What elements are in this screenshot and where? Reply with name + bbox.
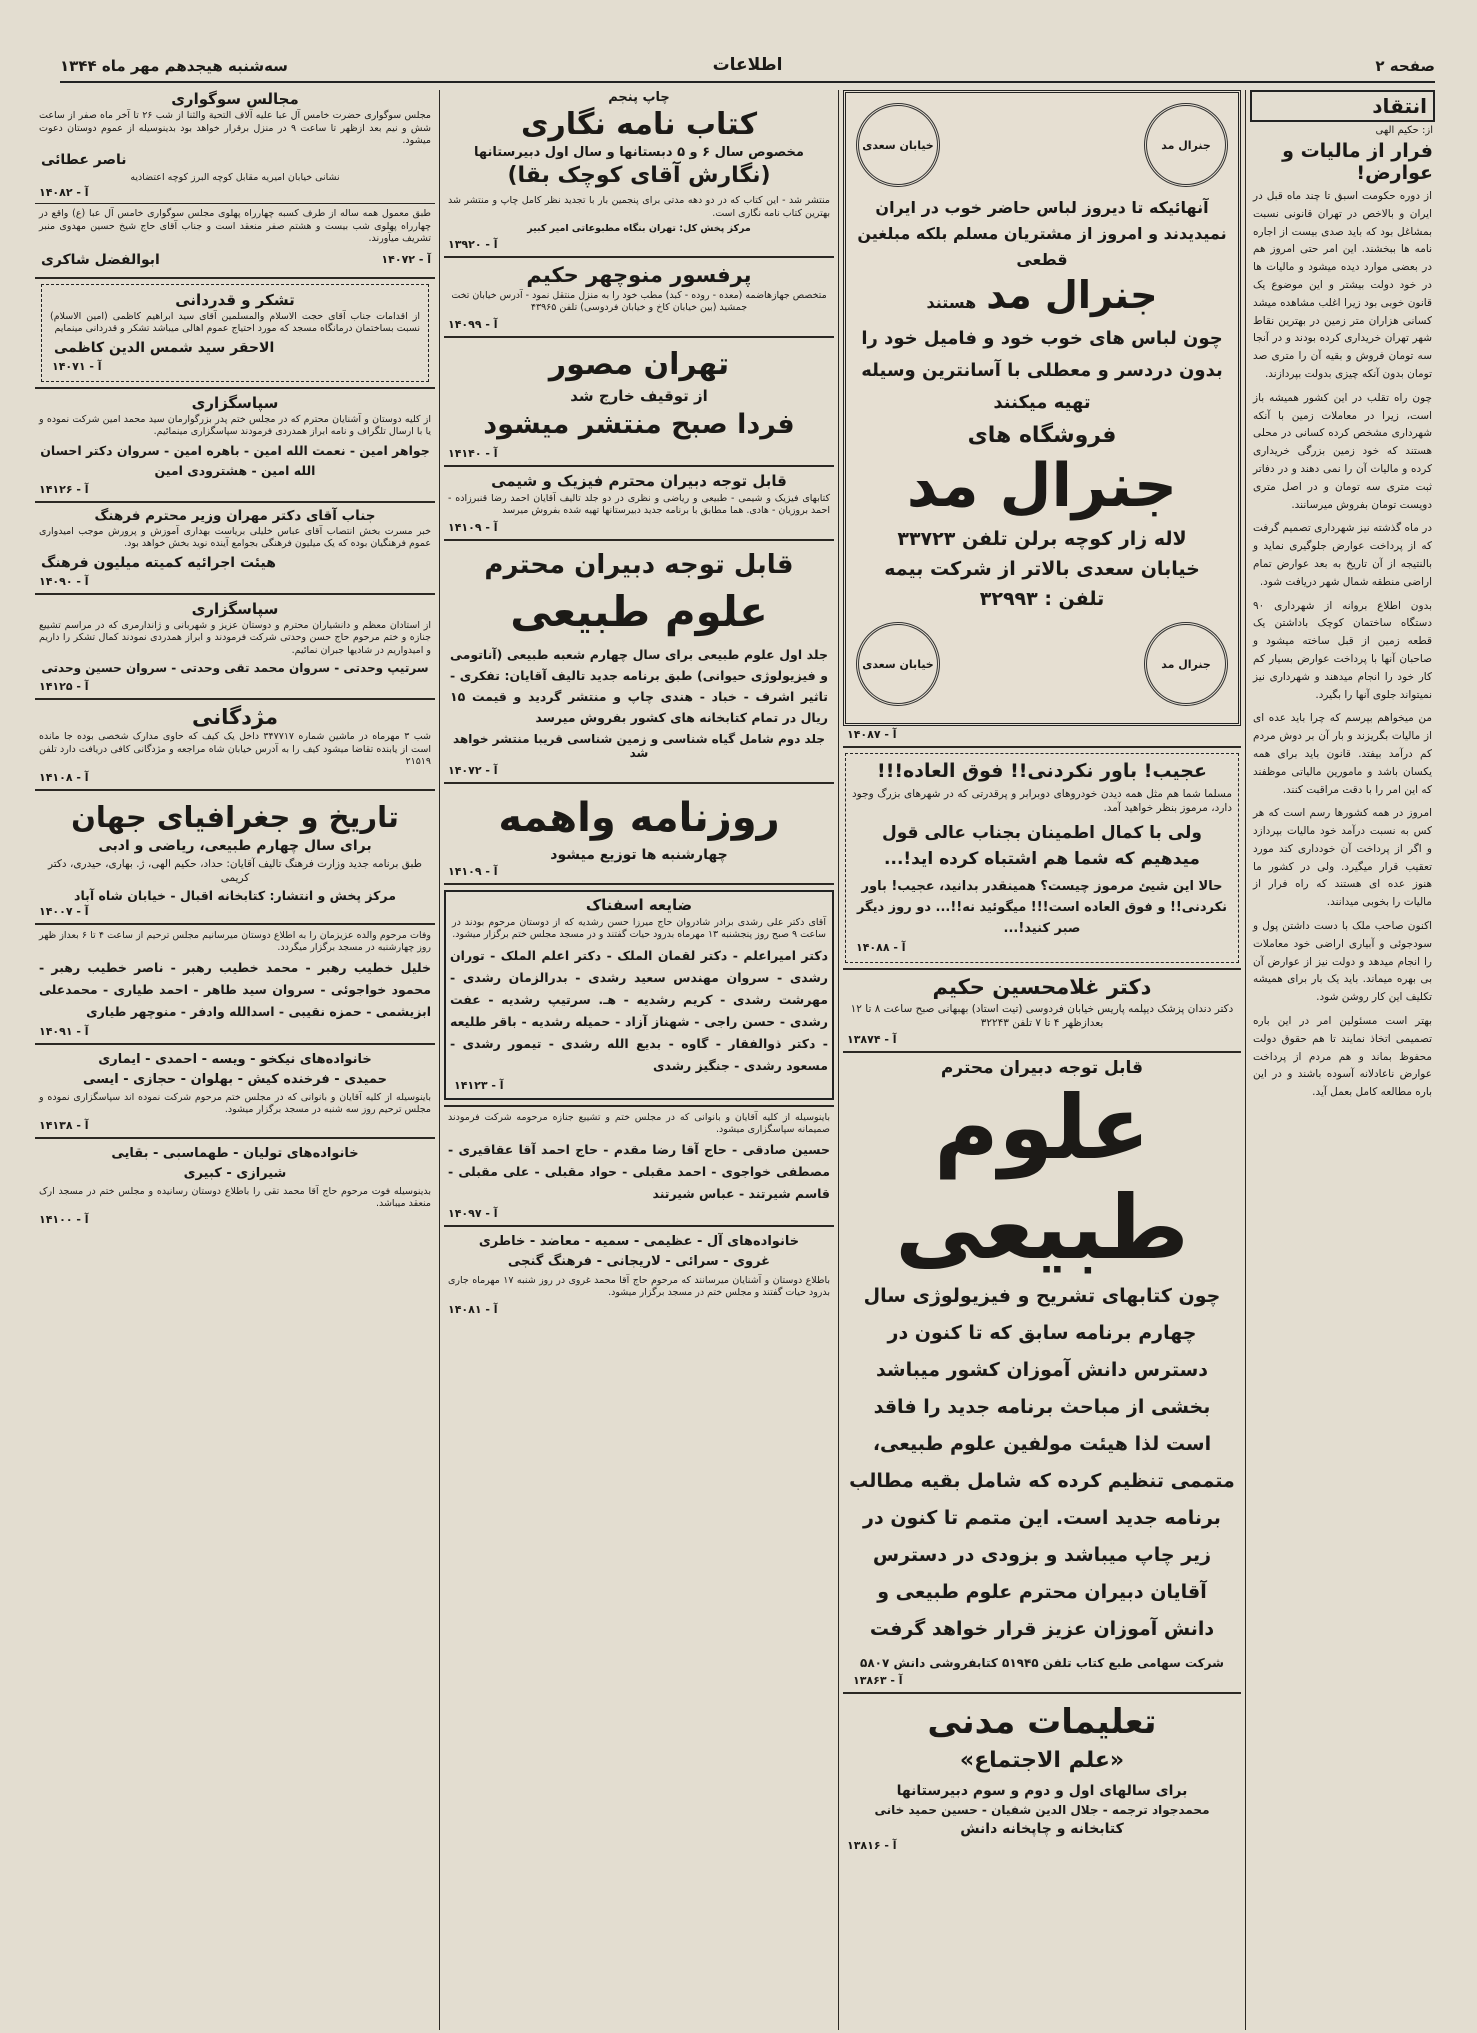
ad-body: چون کتابهای تشریح و فیزیولوژی سال چهارم برنامه سابق که تا کنون در دسترس دانش آموزان کشور میباشد بخشی از مباحث برنامه جدید را فاقد است لذا هیئت مولفین علوم طبیعی، متممی تنظیم کرده که شامل بقیه مطالب برنامه جدید است. این متمم تا کنون در زیر چاپ میباشد و بزودی در دسترس آقایان دبیران محترم علوم طبیعی و دانش آموزان عزیز قرار خواهد گرفت bbox=[849, 1285, 1235, 1640]
ad-ref: آ - ۱۳۸۷۴ bbox=[847, 1033, 897, 1046]
ad-distributor: مرکز پخش و انتشار: کتابخانه اقبال - خیابان شاه آباد bbox=[74, 887, 396, 903]
doctor-details: دکتر دندان پزشک دیپلمه پاریس خیابان فردوسی (تیت استاد) بهبهانی صبح ساعت ۸ تا ۱۲ بعدازظهر ۴ تا ۷ تلفن ۳۲۲۴۳ bbox=[850, 1003, 1234, 1029]
ad-body: برای سالهای اول و دوم و سوم دبیرستانها bbox=[896, 1783, 1188, 1799]
vahemeh-newspaper-ad bbox=[444, 789, 834, 878]
paragraph: امروز در همه کشورها رسم است که هر کس به نسبت درآمد خود مالیات بپردازد و اگر از پرداخت آن خودداری کند مورد تعقیب قرار میگیرد. ولی در کشور ما هنوز عده ای هستند که راه فرار از مالیات را بخوبی میدانند. bbox=[1253, 807, 1432, 909]
ad-body: طبق برنامه جدید وزارت فرهنگ تالیف آقایان: حداد، حکیم الهی، ژ. بهاری، حیدری، دکتر کریمی bbox=[47, 857, 423, 884]
general-mode-ad bbox=[843, 90, 1241, 726]
ad-top: قابل توجه دبیران محترم bbox=[484, 549, 794, 580]
ad-highlight: ولی با کمال اطمینان بجناب عالی قول میدهیم که شما هم اشتباه کرده اید!... bbox=[881, 823, 1202, 869]
notice-names: حسین صادقی - حاج آقا رضا مقدم - حاج احمد آقا عقاقیری - مصطفی خواجوی - احمد مقبلی - حواد مقبلی - علی مقبلی - قاسم شیرتند - عباس شیرتند bbox=[448, 1141, 830, 1201]
family-notice bbox=[444, 1232, 834, 1316]
paragraph: من میخواهم بپرسم که چرا باید عده ای از مالیات بگریزند و بار آن بر دوش مردم کم درآمد بیفتد. قانون باید برای همه یکسان باشد و مامورین مالیاتی موظفند که این امر را با دقت مراقبت کنند. bbox=[1253, 712, 1432, 796]
obituary-notice bbox=[444, 890, 834, 1100]
ad-ref: آ - ۱۴۱۰۹ bbox=[448, 520, 498, 534]
ad-contact: شرکت سهامی طبع کتاب تلفن ۵۱۹۴۵ کتابفروشی دانش ۵۸۰۷ bbox=[860, 1656, 1224, 1670]
ad-subtitle: مخصوص سال ۶ و ۵ دبستانها و سال اول دبیرستانها bbox=[474, 145, 804, 160]
column-notices bbox=[35, 90, 435, 1228]
shakeri-notice bbox=[35, 208, 435, 272]
phone: تلفن : ۳۲۹۹۳ bbox=[979, 588, 1105, 610]
seal-icon: جنرال مد bbox=[1144, 103, 1228, 187]
notice-ref: آ - ۱۴۰۹۱ bbox=[39, 1024, 89, 1038]
notice-sign: ناصر عطائی bbox=[41, 151, 127, 168]
thanks-box bbox=[41, 284, 429, 382]
notice-sign: ابوالفضل شاکری bbox=[41, 251, 160, 268]
article-title: فرار از مالیات و عوارض! bbox=[1282, 140, 1433, 184]
ad-question: حالا این شیئ مرموز چیست؟ همینقدر بدانید، عجیب! باور نکردنی!! و فوق العاده است!!! میگوئید نه!!... دو روز دیگر صبر کنید!... bbox=[856, 879, 1228, 936]
author: از: حکیم الهی bbox=[1375, 125, 1433, 136]
column-ads-2 bbox=[843, 90, 1241, 1854]
ad-ref: آ - ۱۴۰۸۸ bbox=[856, 941, 906, 954]
ad-title: تاریخ و جغرافیای جهان bbox=[71, 799, 399, 834]
column-critique bbox=[1250, 90, 1435, 1108]
stores-label: فروشگاه های bbox=[967, 423, 1117, 448]
notice-ref: آ - ۱۴۱۲۵ bbox=[39, 680, 89, 693]
ad-distributor: مرکز پخش کل: تهران بنگاه مطبوعاتی امیر کبیر bbox=[527, 223, 751, 234]
surprise-ad bbox=[845, 753, 1239, 963]
physics-chemistry-ad bbox=[444, 472, 834, 534]
ad-ref: آ - ۱۳۸۶۳ bbox=[853, 1674, 903, 1687]
ad-body: کتابهای فیزیک و شیمی - طبیعی و ریاضی و نظری در دو جلد تالیف آقایان احمد رضا قنبرزاده - احمد بروزیان - هادی. هما مطابق با برنامه جدید دبیرستانها تهیه شده بفروش میرسد bbox=[448, 492, 830, 516]
ad-title: پرفسور منوچهر حکیم bbox=[526, 262, 752, 287]
ad-ref: آ - ۱۴۰۹۹ bbox=[448, 317, 498, 331]
address-1: لاله زار کوچه برلن تلفن ۳۳۷۲۳ bbox=[897, 528, 1187, 550]
ad-subtitle: «علم الاجتماع» bbox=[959, 1748, 1125, 1773]
notice-subtitle: شیرازی - کبیری bbox=[183, 1165, 287, 1181]
notice-title: خانواده‌های آل - عظیمی - سمیه - معاضد - خاطری bbox=[478, 1233, 800, 1249]
notice-ref: آ - ۱۴۰۸۲ bbox=[39, 186, 89, 199]
notice-ref: آ - ۱۴۰۷۱ bbox=[52, 359, 102, 373]
notice-body: آقای دکتر علی رشدی برادر شادروان حاج میرزا حسن رشدیه که از دوستان مرحوم بودند در ساعت ۹ صبح روز پنجشنبه ۱۳ مهرماه بدرود حیات گفتند و در مسجد مجلس ختم برگزار میشود. bbox=[452, 916, 826, 940]
notice-body: وفات مرحوم والده عزیزمان را به اطلاع دوستان میرسانیم مجلس ترحیم از ساعت ۴ تا ۶ بعداز ظهر روز چهارشنبه در مسجد برگزار میگردد. bbox=[39, 929, 431, 953]
ad-authors: محمدجواد ترجمه - جلال الدین شفیان - حسین حمید خانی bbox=[874, 1803, 1210, 1817]
notice-body: خبر مسرت بخش انتصاب آقای عباس خلیلی بریاست بهداری آموزش و پرورش موجب امیدواری عموم فرهنگیان بوده که یک میلیون فرهنگی بجوامع آینده نوید بخش خواهد بود. bbox=[39, 525, 431, 549]
seal-icon: خیابان سعدی bbox=[856, 103, 940, 187]
edition: چاپ پنجم bbox=[608, 90, 670, 105]
newspaper-name: اطلاعات bbox=[712, 55, 783, 75]
ad-body: منتشر شد - این کتاب که در دو دهه مدتی برای پنجمین بار با تجدید نظر کامل چاپ و منتشر شد بهترین کتاب نامه نگاری است. bbox=[448, 195, 830, 219]
ad-title: عجیب! باور نکردنی!! فوق العاده!!! bbox=[877, 760, 1207, 782]
professor-ad bbox=[444, 263, 834, 331]
notice-title: سپاسگزاری bbox=[191, 599, 279, 618]
natural-science-book-ad bbox=[444, 546, 834, 777]
families-notice-2 bbox=[35, 1144, 435, 1226]
notice-body: از کلیه دوستان و آشنایان محترم که در مجلس ختم پدر بزرگوارمان سید محمد امین شرکت نموده و یا با ارسال تلگراف و نامه ابراز همدردی فرمودند سپاسگزاری مینمائیم. bbox=[39, 413, 431, 437]
notice-body: باینوسیله از کلیه آقایان و بانوانی که در مجلس ختم مرحوم شرکت نموده اند سپاسگزاری نموده و مجلس ترحیم روز سه شنبه در مسجد برگزار میشود. bbox=[39, 1091, 431, 1115]
tehran-mosavar-ad bbox=[444, 343, 834, 460]
ad-title: علوم طبیعی bbox=[895, 1076, 1189, 1279]
notice-names: جواهر امین - نعمت الله امین - باهره امین - سروان دکتر احسان الله امین - هشترودی امین bbox=[40, 442, 430, 478]
ad-title: علوم طبیعی bbox=[510, 586, 768, 636]
notice-body: از اقدامات جناب آقای حجت الاسلام والمسلمین آقای سید ابراهیم کاظمی (امین الاسلام) نسبت بساختمان درمانگاه مسجد که مورد احتیاج عموم اهالی میباشد تشکر و قدردانی مینمایم bbox=[50, 310, 420, 334]
notice-body: باینوسیله از کلیه آقایان و بانوانی که در مجلس ختم و تشییع جنازه مرحومه شرکت فرمودند صمیمانه سپاسگزاری میشود. bbox=[448, 1111, 830, 1135]
notice-body: شب ۳ مهرماه در ماشین شماره ۳۴۷۷۱۷ داخل یک کیف که حاوی مدارک شخصی بوده جا مانده است از یابنده تقاضا میشود کیف را به آدرس خیابان شاه مراجعه و مژدگانی کافی دریافت دارد تلفن ۲۱۵۱۹ bbox=[39, 731, 431, 767]
families-notice bbox=[35, 1050, 435, 1132]
article-body bbox=[1250, 188, 1435, 1102]
ad-title: روزنامه واهمه bbox=[498, 794, 780, 841]
ad-ref: آ - ۱۴۱۴۰ bbox=[448, 446, 498, 460]
notice-ref: آ - ۱۴۰۷۲ bbox=[381, 253, 431, 266]
ad-author: (نگارش آقای کوچک بقا) bbox=[507, 163, 771, 188]
brand-suffix: هستند bbox=[926, 293, 977, 312]
notice-title: سپاسگزاری bbox=[191, 393, 279, 412]
notice-title: مژدگانی bbox=[191, 705, 279, 729]
notice-body: از استادان معظم و دانشیاران محترم و دوستان عزیز و شهربانی و ژاندارمری که در مراسم تشییع جنازه و ختم مرحوم حاج حسن وحدتی شرکت فرمودند و ابراز همدردی نمودند کمال تشکر را داریم و امیدواریم در شادیها جبران نمائیم. bbox=[39, 619, 431, 656]
notice-subtitle: حمیدی - فرخنده کیش - بهلوان - حجازی - ایسی bbox=[82, 1071, 388, 1087]
brand-name-large: جنرال مد bbox=[906, 451, 1178, 521]
notice-address: نشانی خیابان امیریه مقابل کوچه البرز کوچه اعتضادیه bbox=[130, 171, 340, 183]
seal-icon: خیابان سعدی bbox=[856, 622, 940, 706]
ad-ref: آ - ۱۴۰۰۷ bbox=[39, 904, 89, 918]
issue-date: سه‌شنبه هیجدهم مهر ماه ۱۳۴۴ bbox=[60, 57, 288, 75]
ad-ref: آ - ۱۳۹۲۰ bbox=[448, 237, 498, 251]
ad-ref: آ - ۱۴۰۷۲ bbox=[448, 763, 498, 777]
ad-subtitle: از توقیف خارج شد bbox=[570, 386, 708, 405]
notice-subtitle: غروی - سرائی - لاریجانی - فرهنگ گنجی bbox=[507, 1253, 771, 1269]
reward-notice bbox=[35, 705, 435, 784]
page-number: صفحه ۲ bbox=[1375, 57, 1435, 75]
ad-ref: آ - ۱۴۰۸۷ bbox=[847, 728, 897, 741]
notice-title: ضایعه اسفناک bbox=[585, 895, 693, 914]
notice-sign: هیئت اجرائیه کمیته میلیون فرهنگ bbox=[41, 554, 276, 571]
ad-subtitle: چهارشنبه ها توزیع میشود bbox=[550, 846, 728, 863]
notice-ref: آ - ۱۴۰۸۱ bbox=[448, 1302, 498, 1316]
ad-body: جلد اول علوم طبیعی برای سال چهارم شعبه طبیعی (آناتومی و فیزیولوژی حیوانی) طبق برنامه جدید تالیف آقایان: تفکری - تاثیر اشرف - خباد - هندی چاپ و منتشر گردید و قیمت ۱۵ ریال در تمام کتابخانه های کشور بفروش میرسد bbox=[450, 646, 828, 725]
ad-top: قابل توجه دبیران محترم bbox=[940, 1058, 1144, 1078]
notice-title: جناب آقای دکتر مهران وزیر محترم فرهنگ bbox=[94, 507, 376, 524]
letter-writing-book-ad bbox=[444, 90, 834, 251]
notice-title: خانواده‌های تولیان - طهماسبی - بقایی bbox=[111, 1145, 359, 1161]
notice-names: خلیل خطیب رهبر - محمد خطیب رهبر - ناصر خطیب رهبر - محمود خواجوئی - سروان سید طاهر - احمد طیاری - محمدعلی ابزیشمی - حمزه نقیبی - اسدالله وادفر - منوچهر طیاری bbox=[39, 959, 431, 1019]
notice-body: طبق معمول همه ساله از طرف کسبه چهارراه پهلوی مجلس سوگواری خامس آل عبا (ع) واقع در چهارراه پهلوی شب بیست و هشتم صفر منعقد است و جناب آقای حاج شیخ حسین مهدوی منبر تشریف میآورند. bbox=[39, 208, 431, 244]
ad-line: فردا صبح منتشر میشود bbox=[483, 408, 795, 440]
notice-body: باطلاع دوستان و آشنایان میرسانند که مرحوم حاج آقا محمد غروی در روز شنبه ۱۷ مهرماه جاری بدرود حیات گفتند و مجلس ختم در مسجد برگزار میشود. bbox=[448, 1274, 831, 1298]
culture-minister-notice bbox=[35, 508, 435, 588]
doctor-ad bbox=[843, 975, 1241, 1046]
notice-names: دکتر امیراعلم - دکتر لقمان الملک - دکتر اعلم الملک - توران رشدی - سروان مهندس سعید رشدی - بدرالزمان رشدی - مهرشت رشدی - کریم رشدیه - هـ. سرتیپ رشدیه - عفت رشدی - حسن راجی - شهناز آزاد - حمیله رشدیه - باقر طلیعه - دکتر ذوالفقار - گاوه - بدیع الله رشدی - تیمور رشدی - مسعود رشدی - جنگیز رشدی bbox=[450, 947, 828, 1073]
ad-ref: آ - ۱۴۱۰۹ bbox=[448, 864, 498, 878]
notice-ref: آ - ۱۴۱۲۳ bbox=[454, 1078, 504, 1092]
ad-title: تهران مصور bbox=[548, 346, 730, 382]
gratitude-notice bbox=[35, 394, 435, 496]
gratitude-notice-2 bbox=[35, 600, 435, 694]
ad-distributor: جلد دوم شامل گیاه شناسی و زمین شناسی قریبا منتشر خواهد شد bbox=[452, 731, 826, 760]
ad-ref: آ - ۱۳۸۱۶ bbox=[847, 1839, 897, 1852]
paragraph: چون راه تقلب در این کشور همیشه باز است، زیرا در معاملات زمین با آنکه شهرداری مشخص کرده کسانی در محلی هستند که خود زمین بزرگی خریداری کرده و مالیات آن را نمی دهند و در دفاتر ثبت متری سه تومان و در اصل متری دویست تومان بفروش میرسانند. bbox=[1253, 391, 1432, 511]
paragraph: بهتر است مسئولین امر در این باره تصمیمی اتخاذ نمایند تا هم حقوق دولت محفوظ بماند و هم مردم از پرداخت عوارض ناعادلانه آسوده باشند و در این باره مطالعه کامل بعمل آید. bbox=[1253, 1015, 1432, 1099]
history-geography-book-ad bbox=[35, 796, 435, 918]
notice-title: تشکر و قدردانی bbox=[175, 290, 295, 309]
ad-title: قابل توجه دبیران محترم فیزیک و شیمی bbox=[491, 471, 787, 490]
notice-ref: آ - ۱۴۱۰۸ bbox=[39, 770, 89, 784]
notice-ref: آ - ۱۴۱۰۰ bbox=[39, 1212, 89, 1226]
civics-book-ad bbox=[843, 1699, 1241, 1852]
ad-body: چون لباس های خوب خود و فامیل خود را بدون دردسر و معطلی با آسانترین وسیله تهیه میکنند bbox=[861, 328, 1223, 413]
ad-body: مسلما شما هم مثل همه دیدن خودروهای دوبرابر و پرقدرتی که در شهرهای بزرگ وجود دارد، مرموز بنظر خواهید آمد. bbox=[852, 788, 1232, 814]
paragraph: بدون اطلاع بروانه از شهرداری ۹۰ دستگاه ساختمان کوچک باداشتن یک قطعه زمین از قبل ساخته میشود و صاحبان آنها با پرداخت عوارض بسیار کم کار خود را انجام میدهند و شهرداری نیز نمیتواند جلوی آنها را بگیرد. bbox=[1253, 599, 1432, 701]
section-label: انتقاد bbox=[1372, 94, 1427, 118]
notice-sign: الاحقر سید شمس الدین کاظمی bbox=[54, 339, 275, 356]
address-2: خیابان سعدی بالاتر از شرکت بیمه bbox=[884, 558, 1200, 580]
notice-title: مجالس سوگواری bbox=[171, 90, 299, 108]
paragraph: از دوره حکومت اسبق تا چند ماه قبل در ایران و بالاخص در تهران قانونی نسبت بمشاغل بود که باید صدی بیست از اجاره نامه ها ببخشند. این امر حتی امروز هم در بعضی موارد دیده میشود و مالیات ها در خود دولت بیشتر و این موضوع یک قانون خوبی بود زیرا اغلب مشاهده میشد کسانی هزاران متر زمین در بهترین نقاط شهر تهران خریداری کرده بودند و در آنجا سه تومان فروش و بقیه آن را متری صد تومان بدون آنکه چیزی بدولت بپردازند. bbox=[1253, 190, 1432, 380]
natural-science-ad bbox=[843, 1058, 1241, 1687]
doctor-name: دکتر غلامحسین حکیم bbox=[932, 975, 1152, 999]
ad-intro: آنهائیکه تا دیروز لباس حاضر خوب در ایران نمیدیدند و امروز از مشتریان مسلم بلکه مبلغین قطعی bbox=[857, 198, 1227, 269]
notice-title: خانواده‌های نیکخو - ویسه - احمدی - ایماری bbox=[98, 1051, 372, 1067]
seal-icon: جنرال مد bbox=[1144, 622, 1228, 706]
notice-ref: آ - ۱۴۱۳۸ bbox=[39, 1118, 89, 1132]
ad-title: تعلیمات مدنی bbox=[927, 1702, 1157, 1742]
mourning-notice bbox=[35, 90, 435, 199]
notice-ref: آ - ۱۴۰۹۰ bbox=[39, 574, 89, 588]
paragraph: اکنون صاحب ملک با دست داشتن پول و سودجوئی و آبیاری اراضی خود معاملات را انجام میدهد و دولت نیز از عوارض آن بی بهره میماند. باید یک بار برای همیشه تکلیف این کار روشن شود. bbox=[1253, 920, 1432, 1004]
notice-ref: آ - ۱۴۰۹۷ bbox=[448, 1206, 498, 1220]
page-header bbox=[60, 55, 1435, 83]
ad-subtitle: برای سال چهارم طبیعی، ریاضی و ادبی bbox=[98, 837, 372, 854]
notice-body: بدینوسیله فوت مرحوم حاج آقا محمد تقی را باطلاع دوستان رسانیده و مجلس ختم در مسجد ارک منعقد میباشد. bbox=[39, 1185, 431, 1209]
thanks-notice bbox=[444, 1112, 834, 1220]
brand-name: جنرال مد bbox=[986, 273, 1158, 317]
death-notice bbox=[35, 930, 435, 1038]
paragraph: در ماه گذشته نیز شهرداری تصمیم گرفت که از پرداخت عوارض جلوگیری نماید و بالنتیجه از آن تاریخ به بعد عوارض تمام اراضی منطقه شمال شهر دریافت شود. bbox=[1253, 522, 1432, 588]
ad-body: متخصص جهازهاضمه (معده - روده - کبد) مطب خود را به منزل منتقل نمود - آدرس خیابان تخت جمشید (بین خیابان کاخ و خیابان فردوسی) تلفن ۴۳۹۶۵ bbox=[451, 289, 827, 313]
ad-title: کتاب نامه نگاری bbox=[520, 107, 758, 142]
notice-ref: آ - ۱۴۱۲۶ bbox=[39, 482, 89, 496]
critique-header bbox=[1250, 90, 1435, 122]
ad-distributor: کتابخانه و چاپخانه دانش bbox=[960, 1821, 1124, 1837]
notice-sign: سرتیپ وحدتی - سروان محمد تقی وحدتی - سروان حسین وحدتی bbox=[41, 661, 429, 675]
notice-body: مجلس سوگواری حضرت خامس آل عبا علیه آلاف التحیة والثنا از شب ۲۶ تا آخر ماه صفر از ساعت شش و نیم بعد ازظهر تا ساعت ۹ در منزل برقرار خواهد بود بدینوسیله از عموم دوستان دعوت میشود. bbox=[39, 110, 431, 146]
column-ads-3 bbox=[444, 90, 834, 1318]
